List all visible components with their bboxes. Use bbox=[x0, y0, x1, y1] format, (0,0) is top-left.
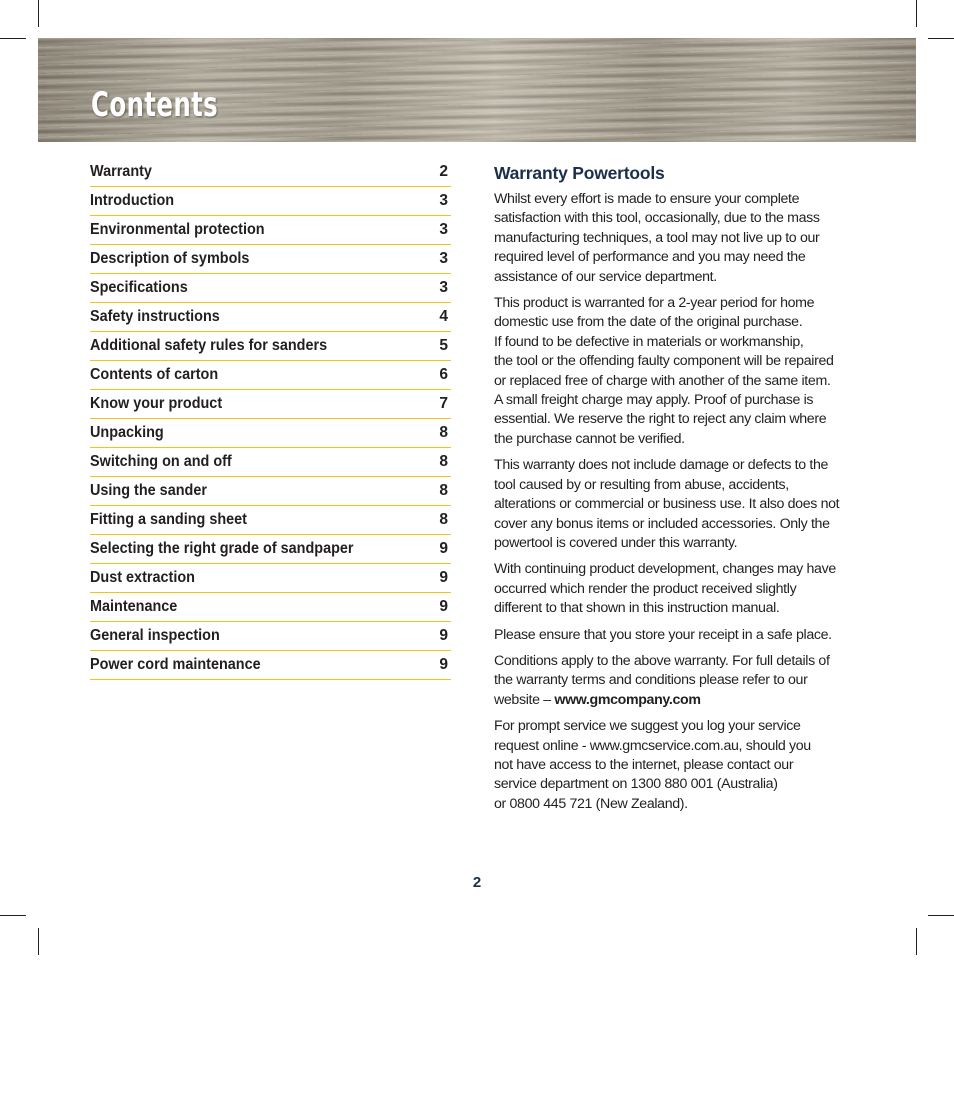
toc-row[interactable] bbox=[90, 506, 451, 535]
toc-row[interactable] bbox=[90, 622, 451, 651]
page-title: Contents bbox=[91, 85, 219, 125]
toc-page-number: 9 bbox=[439, 540, 448, 557]
toc-page-number: 8 bbox=[439, 511, 448, 528]
toc-row[interactable] bbox=[90, 419, 451, 448]
toc-row[interactable] bbox=[90, 593, 451, 622]
crop-mark bbox=[928, 38, 954, 39]
toc-row[interactable] bbox=[90, 564, 451, 593]
crop-mark bbox=[38, 0, 39, 27]
toc-label: Maintenance bbox=[90, 598, 178, 615]
toc-page-number: 9 bbox=[439, 656, 448, 673]
toc-label: Using the sander bbox=[90, 482, 207, 499]
toc-row[interactable] bbox=[90, 303, 451, 332]
toc-row[interactable] bbox=[90, 535, 451, 564]
toc-page-number: 2 bbox=[439, 163, 448, 180]
toc-page-number: 7 bbox=[439, 395, 448, 412]
toc-page-number: 9 bbox=[439, 569, 448, 586]
toc-row[interactable] bbox=[90, 477, 451, 506]
header-banner bbox=[38, 38, 916, 142]
toc-label: Environmental protection bbox=[90, 221, 265, 238]
page-number: 2 bbox=[472, 874, 482, 891]
toc-page-number: 3 bbox=[439, 192, 448, 209]
toc-label: Fitting a sanding sheet bbox=[90, 511, 247, 528]
toc-label: Additional safety rules for sanders bbox=[90, 337, 328, 354]
toc-label: General inspection bbox=[90, 627, 220, 644]
paragraph: With continuing product development, changes may have occurred which render the product received slightly different to that shown in this instruction manual. bbox=[494, 561, 836, 617]
section-heading: Warranty Powertools bbox=[494, 163, 665, 183]
toc-label: Power cord maintenance bbox=[90, 656, 261, 673]
paragraph-text: Conditions apply to the above warranty. For full details of the warranty terms and conditions please refer to our website – bbox=[494, 652, 830, 708]
paragraph: This product is warranted for a 2-year period for home domestic use from the date of the original purchase. If found to be defective in materials or workmanship, the tool or the offending faulty component will be repaired or replaced free of charge with another of the same item. A small freight charge may apply. Proof of purchase is essential. We reserve the right to reject any claim where the purchase cannot be verified. bbox=[494, 295, 834, 447]
toc-row[interactable] bbox=[90, 448, 451, 477]
toc-row[interactable] bbox=[90, 390, 451, 419]
toc-page-number: 6 bbox=[439, 366, 448, 383]
paragraph: Whilst every effort is made to ensure your complete satisfaction with this tool, occasionally, due to the mass manufacturing techniques, a tool may not live up to our required level of performance and you may need the assistance of our service department. bbox=[494, 191, 820, 285]
table-of-contents bbox=[90, 158, 451, 680]
toc-label: Selecting the right grade of sandpaper bbox=[90, 540, 354, 557]
toc-label: Know your product bbox=[90, 395, 223, 412]
crop-mark bbox=[38, 928, 39, 955]
paragraph bbox=[494, 652, 859, 710]
paragraph: This warranty does not include damage or defects to the tool caused by or resulting from abuse, accidents, alterations or commercial or business use. It also does not cover any bonus items or included accessories. Only the powertool is covered under this warranty. bbox=[494, 457, 840, 551]
toc-row[interactable] bbox=[90, 245, 451, 274]
toc-page-number: 8 bbox=[439, 453, 448, 470]
toc-row[interactable] bbox=[90, 187, 451, 216]
toc-label: Description of symbols bbox=[90, 250, 250, 267]
crop-mark bbox=[916, 0, 917, 27]
toc-row[interactable] bbox=[90, 332, 451, 361]
paragraph: Please ensure that you store your receipt in a safe place. bbox=[494, 626, 832, 643]
toc-label: Introduction bbox=[90, 192, 175, 209]
toc-label: Unpacking bbox=[90, 424, 164, 441]
toc-label: Dust extraction bbox=[90, 569, 195, 586]
toc-row[interactable] bbox=[90, 361, 451, 390]
toc-page-number: 3 bbox=[439, 221, 448, 238]
toc-page-number: 3 bbox=[439, 279, 448, 296]
toc-page-number: 3 bbox=[439, 250, 448, 267]
crop-mark bbox=[0, 38, 26, 39]
toc-row[interactable] bbox=[90, 274, 451, 303]
toc-page-number: 8 bbox=[439, 424, 448, 441]
toc-label: Specifications bbox=[90, 279, 188, 296]
toc-row[interactable] bbox=[90, 158, 451, 187]
toc-label: Contents of carton bbox=[90, 366, 219, 383]
toc-label: Switching on and off bbox=[90, 453, 232, 470]
toc-page-number: 4 bbox=[439, 308, 448, 325]
toc-row[interactable] bbox=[90, 651, 451, 680]
toc-row[interactable] bbox=[90, 216, 451, 245]
toc-page-number: 8 bbox=[439, 482, 448, 499]
website-link[interactable]: www.gmcompany.com bbox=[554, 691, 701, 708]
crop-mark bbox=[916, 928, 917, 955]
toc-label: Safety instructions bbox=[90, 308, 220, 325]
toc-label: Warranty bbox=[90, 163, 152, 180]
crop-mark bbox=[928, 915, 954, 916]
warranty-section bbox=[494, 163, 859, 821]
toc-page-number: 9 bbox=[439, 598, 448, 615]
toc-page-number: 9 bbox=[439, 627, 448, 644]
crop-mark bbox=[0, 915, 26, 916]
toc-page-number: 5 bbox=[439, 337, 448, 354]
paragraph: For prompt service we suggest you log your service request online - www.gmcservice.com.au, should you not have access to the internet, please contact our service department on 1300 880 001 (Australia) or 0800 445 721 (New Zealand). bbox=[494, 718, 811, 812]
